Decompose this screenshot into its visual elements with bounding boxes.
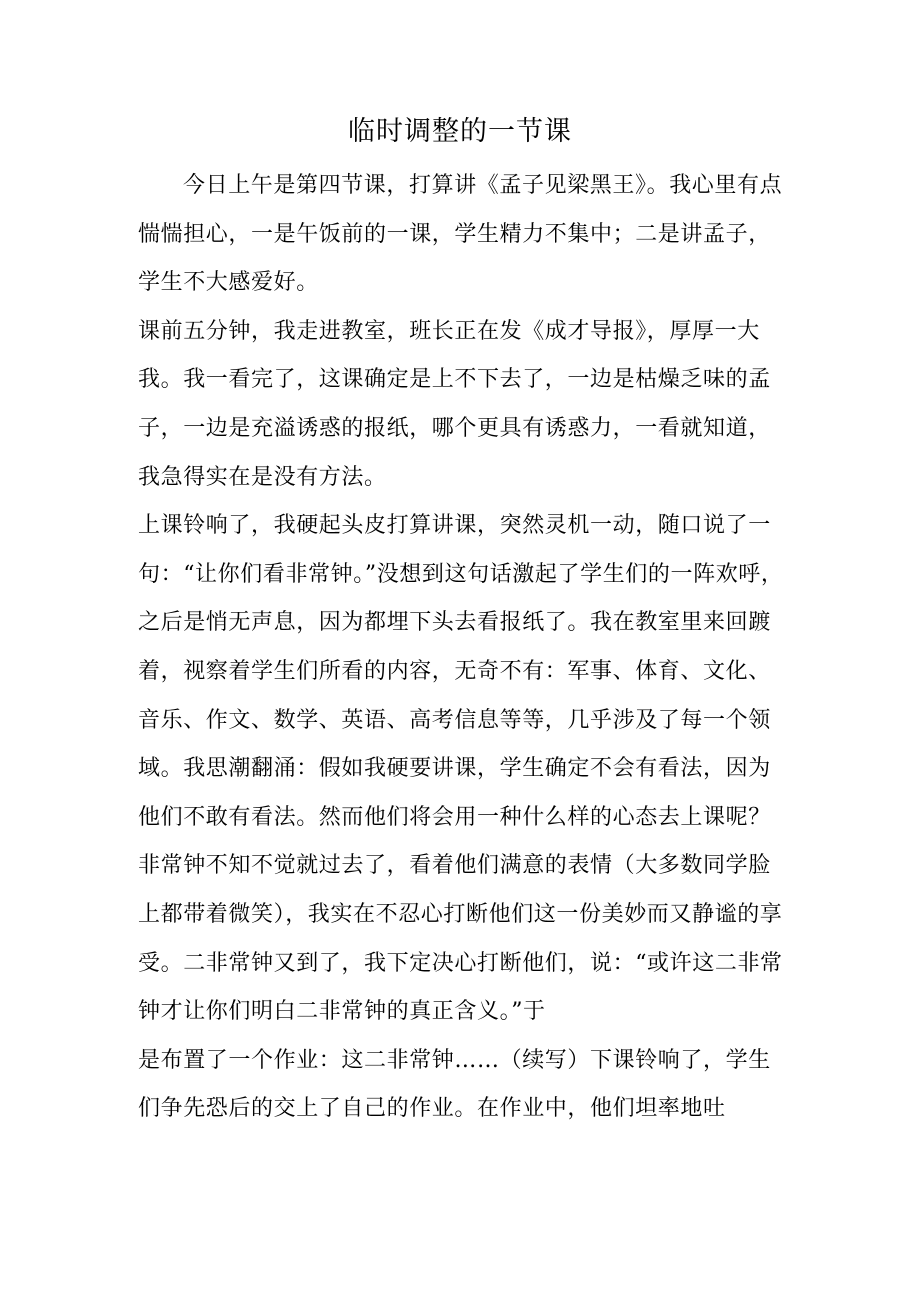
- paragraph-3: 上课铃响了，我硬起头皮打算讲课，突然灵机一动，随口说了一句：“让你们看非常钟。”没想到这句话激起了学生们的一阵欢呼，之后是悄无声息，因为都埋下头去看报纸了。我在教室里来回踱着，视察着学生们所看的内容，无奇不有：军事、体育、文化、音乐、作文、数学、英语、高考信息等等，几乎涉及了每一个领域。我思潮翻涌：假如我硬要讲课，学生确定不会有看法，因为他们不敢有看法。然而他们将会用一种什么样的心态去上课呢？: [138, 513, 784, 830]
- document-title: 临时调整的一节课: [348, 116, 572, 147]
- document-body: [138, 162, 788, 1134]
- paragraph-1: 今日上午是第四节课，打算讲《孟子见梁黑王》。我心里有点惴惴担心，一是午饭前的一课，学生精力不集中；二是讲孟子，学生不大感爱好。: [138, 173, 783, 296]
- paragraph-2: 课前五分钟，我走进教室，班长正在发《成才导报》，厚厚一大我。我一看完了，这课确定是上不下去了，一边是枯燥乏味的孟子，一边是充溢诱惑的报纸，哪个更具有诱惑力，一看就知道，我急得实在是没有方法。: [138, 318, 771, 490]
- paragraph-5: 是布置了一个作业：这二非常钟……（续写）下课铃响了，学生们争先恐后的交上了自己的作业。在作业中，他们坦率地吐: [138, 1047, 771, 1122]
- paragraph-4: 非常钟不知不觉就过去了，看着他们满意的表情（大多数同学脸上都带着微笑），我实在不忍心打断他们这一份美妙而又静谧的享受。二非常钟又到了，我下定决心打断他们，说：“或许这二非常钟才让你们明白二非常钟的真正含义。”于: [138, 853, 783, 1025]
